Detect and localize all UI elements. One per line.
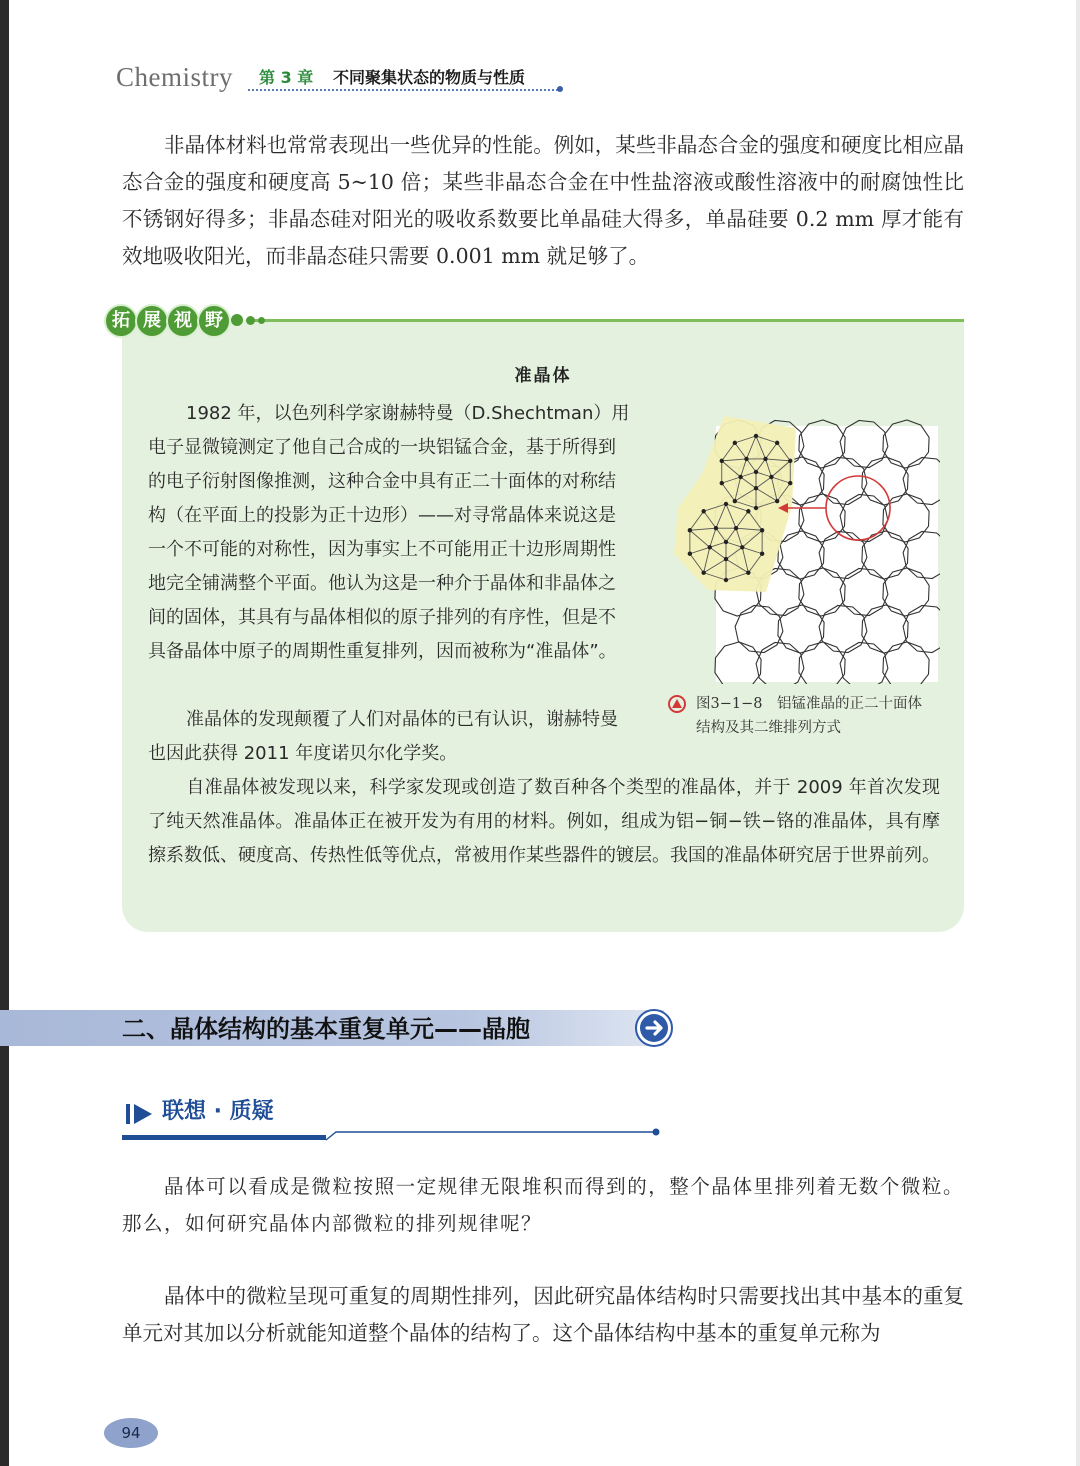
association-title: 联想 · 质疑 [162, 1099, 274, 1124]
intro-paragraph-text: 非晶体材料也常常表现出一些优异的性能。例如，某些非晶态合金的强度和硬度比相应晶态合金的强度和硬度高 5~10 倍；某些非晶态合金在中性盐溶液或酸性溶液中的耐腐蚀性比不锈钢好得多；非晶态硅对阳光的吸收系数要比单晶硅大得多，单晶硅要 0.2 mm 厚才能有效地吸收阳光，而非晶态硅只需要 0.001 mm 就足够了。 [122, 133, 964, 268]
closing-paragraph [122, 1278, 964, 1352]
page-edge-left [0, 0, 9, 1466]
intro-paragraph [122, 127, 964, 275]
header-rule-end-dot [557, 86, 563, 92]
label-char-3: 视 [166, 304, 200, 338]
closing-paragraph-text: 晶体中的微粒呈现可重复的周期性排列，因此研究晶体结构时只需要找出其中基本的重复单元对其加以分析就能知道整个晶体的结构了。这个晶体结构中基本的重复单元称为 [122, 1284, 964, 1345]
extended-view-paragraph-1 [148, 397, 632, 669]
extended-view-p3-text: 自准晶体被发现以来，科学家发现或创造了数百种各个类型的准晶体，并于 2009 年首次发现了纯天然准晶体。准晶体正在被开发为有用的材料。例如，组成为铝−铜−铁−铬的准晶体，具有摩擦系数低、硬度高、传热性低等优点，常被用作某些器件的镀层。我国的准晶体研究居于世界前列。 [148, 777, 940, 866]
label-dot-1 [231, 314, 243, 326]
page-number: 94 [104, 1418, 158, 1448]
chapter-title: 不同聚集状态的物质与性质 [333, 68, 526, 87]
label-char-4: 野 [197, 304, 231, 338]
caption-line-2: 结构及其二维排列方式 [696, 720, 841, 736]
page-edge-right [1076, 0, 1080, 1466]
header-dotted-rule [248, 89, 558, 91]
extended-view-p2-text: 准晶体的发现颠覆了人们对晶体的已有认识，谢赫特曼也因此获得 2011 年度诺贝尔化学奖。 [148, 709, 618, 764]
label-char-1: 拓 [104, 304, 138, 338]
association-rule [122, 1126, 662, 1142]
extended-view-p1-text: 1982 年，以色列科学家谢赫特曼（D.Shechtman）用电子显微镜测定了他自己合成的一块铝锰合金，基于所得到的电子衍射图像推测，这种合金中具有正二十面体的对称结构（在平面上的投影为正十边形）——对寻常晶体来说这是一个不可能的对称性，因为事实上不可能用正十边形周期性地完全铺满整个平面。他认为这是一种介于晶体和非晶体之间的固体，其具有与晶体相似的原子排列的有序性，但是不具备晶体中原子的周期性重复排列，因而被称为“准晶体”。 [148, 403, 630, 662]
extended-view-title: 准晶体 [514, 366, 572, 386]
label-dot-3 [258, 317, 265, 324]
label-dot-2 [246, 316, 255, 325]
play-marker-icon [124, 1101, 154, 1127]
association-paragraph [122, 1168, 964, 1242]
brand-text: Chemistry [116, 62, 233, 92]
chapter-number: 第 3 章 [259, 68, 314, 87]
caption-triangle-icon [668, 695, 686, 713]
arrow-right-circle-icon [634, 1008, 674, 1048]
extended-view-rule [250, 319, 964, 322]
caption-line-1: 图3−1−8 铝锰准晶的正二十面体 [696, 696, 922, 712]
extended-view-paragraph-3 [148, 771, 940, 873]
association-text: 晶体可以看成是微粒按照一定规律无限堆积而得到的，整个晶体里排列着无数个微粒。那么，如何研究晶体内部微粒的排列规律呢？ [122, 1175, 964, 1235]
extended-view-paragraph-2 [148, 703, 632, 771]
label-char-2: 展 [135, 304, 169, 338]
section-title: 二、晶体结构的基本重复单元——晶胞 [122, 1015, 530, 1043]
quasicrystal-figure [668, 414, 940, 684]
